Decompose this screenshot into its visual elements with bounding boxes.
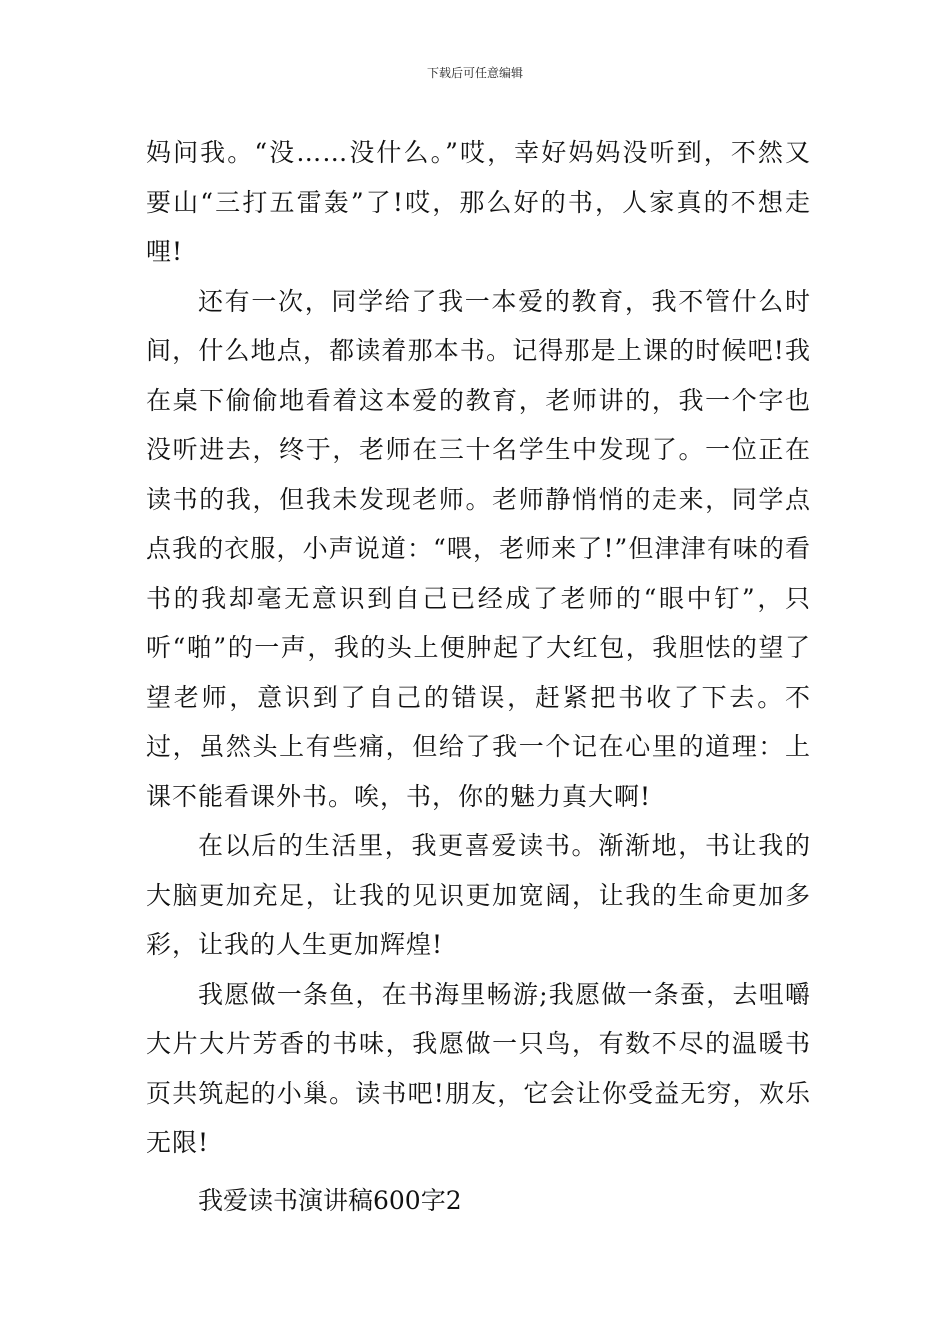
document-body [146, 128, 811, 1225]
section-title: 我爱读书演讲稿600字2 [198, 1185, 462, 1215]
paragraph-classroom-story: 还有一次，同学给了我一本爱的教育，我不管什么时间，什么地点，都读着那本书。记得那是上课的时候吧!我在桌下偷偷地看着这本爱的教育，老师讲的，我一个字也没听进去，终于，老师在三十名学生中发现了。一位正在读书的我，但我未发现老师。老师静悄悄的走来，同学点点我的衣服，小声说道：“喂，老师来了!”但津津有味的看书的我却毫无意识到自己已经成了老师的“眼中钉”，只听“啪”的一声，我的头上便肿起了大红包，我胆怯的望了望老师，意识到了自己的错误，赶紧把书收了下去。不过，虽然头上有些痛，但给了我一个记在心里的道理：上课不能看课外书。唉，书，你的魅力真大啊! [146, 286, 811, 811]
paragraph-later-life: 在以后的生活里，我更喜爱读书。渐渐地，书让我的大脑更加充足，让我的见识更加宽阔，让我的生命更加多彩，让我的人生更加辉煌! [146, 831, 811, 959]
page-header: 下载后可任意编辑 [426, 66, 523, 80]
paragraph-closing: 我愿做一条鱼，在书海里畅游;我愿做一条蚕，去咀嚼大片大片芳香的书味，我愿做一只鸟，有数不尽的温暖书页共筑起的小巢。读书吧!朋友，它会让你受益无穷，欢乐无限! [146, 979, 811, 1157]
paragraph-continued: 妈问我。“没……没什么。”哎，幸好妈妈没听到，不然又要山“三打五雷轰”了!哎，那么好的书，人家真的不想走哩! [146, 138, 811, 266]
